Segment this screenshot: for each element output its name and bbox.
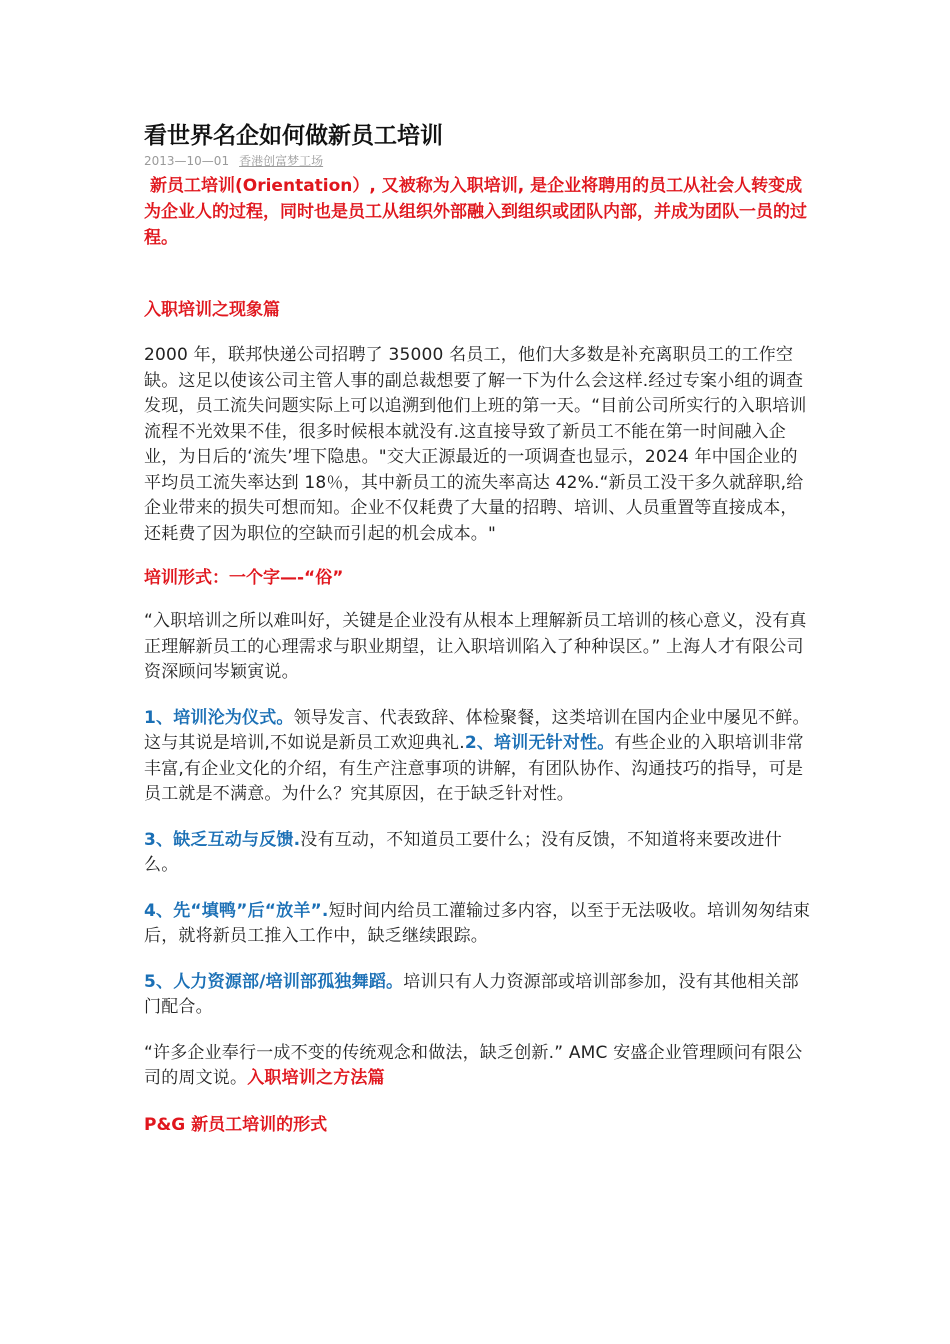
paragraph-item-4 (144, 899, 814, 950)
section-heading-phenomenon: 入职培训之现象篇 (144, 300, 280, 320)
paragraph-items-1-2 (144, 706, 814, 808)
item4-title: 4、先“填鸭”后“放羊”. (144, 900, 329, 921)
article-title: 看世界名企如何做新员工培训 (144, 122, 443, 149)
item1-title: 1、培训沦为仪式。 (144, 707, 294, 728)
item5-title: 5、人力资源部/培训部孤独舞蹈。 (144, 971, 404, 992)
paragraph-item-3 (144, 828, 814, 879)
section-heading-method: 入职培训之方法篇 (247, 1068, 385, 1088)
paragraph-phenomenon: 2000 年，联邦快递公司招聘了 35000 名员工，他们大多数是补充离职员工的工作空缺。这足以使该公司主管人事的副总裁想要了解一下为什么会这样.经过专案小组的调查发现，员工流失问题实际上可以追溯到他们上班的第一天。“目前公司所实行的入职培训流程不光效果不佳，很多时候根本就没有.这直接导致了新员工不能在第一时间融入企业，为日后的‘流失’埋下隐患。"交大正源最近的一项调查也显示，2024 年中国企业的平均员工流失率达到 18％，其中新员工的流失率高达 42%.“新员工没干多久就辞职,给企业带来的损失可想而知。企业不仅耗费了大量的招聘、培训、人员重置等直接成本，还耗费了因为职位的空缺而引起的机会成本。" (144, 345, 807, 544)
article-intro: 新员工培训(Orientation）, 又被称为入职培训, 是企业将聘用的员工从社会人转变成为企业人的过程，同时也是员工从组织外部融入到组织或团队内部，并成为团队一员的过程。 (144, 176, 807, 248)
section-heading-pg: P&G 新员工培训的形式 (144, 1114, 328, 1135)
article-meta (144, 153, 814, 169)
article-date: 2013—10—01 (144, 154, 230, 168)
paragraph-form-quote: “入职培训之所以难叫好，关键是企业没有从根本上理解新员工培训的核心意义，没有真正理解新员工的心理需求与职业期望，让入职培训陷入了种种误区。” 上海人才有限公司资深顾问岑颖寅说。 (144, 611, 807, 682)
item5-text: 培训只有人力资源部或培训部参加，没有其他相关部门配合。 (144, 971, 799, 1017)
paragraph-amc-quote (144, 1041, 814, 1092)
document-page (144, 118, 814, 1138)
article-source-link[interactable]: 香港创富梦工场 (239, 154, 324, 168)
item4-text: 短时间内给员工灌输过多内容，以至于无法吸收。培训匆匆结束后，就将新员工推入工作中，缺乏继续跟踪。 (144, 900, 811, 946)
item3-text: 没有互动，不知道员工要什么；没有反馈，不知道将来要改进什么。 (144, 829, 782, 875)
item1-text: 领导发言、代表致辞、体检聚餐，这类培训在国内企业中屡见不鲜。这与其说是培训,不如说是新员工欢迎典礼. (144, 707, 810, 753)
item2-title: 2、培训无针对性。 (464, 733, 615, 753)
paragraph-item-5 (144, 970, 814, 1021)
item2-text: 有些企业的入职培训非常丰富,有企业文化的介绍，有生产注意事项的讲解，有团队协作、沟通技巧的指导，可是员工就是不满意。为什么？究其原因，在于缺乏针对性。 (144, 733, 804, 804)
item3-title: 3、缺乏互动与反馈. (144, 829, 301, 850)
section-heading-form: 培训形式：一个字—-“俗” (144, 568, 344, 588)
amc-quote-text: “许多企业奉行一成不变的传统观念和做法，缺乏创新.” AMC 安盛企业管理顾问有限公司的周文说。 (144, 1042, 803, 1088)
